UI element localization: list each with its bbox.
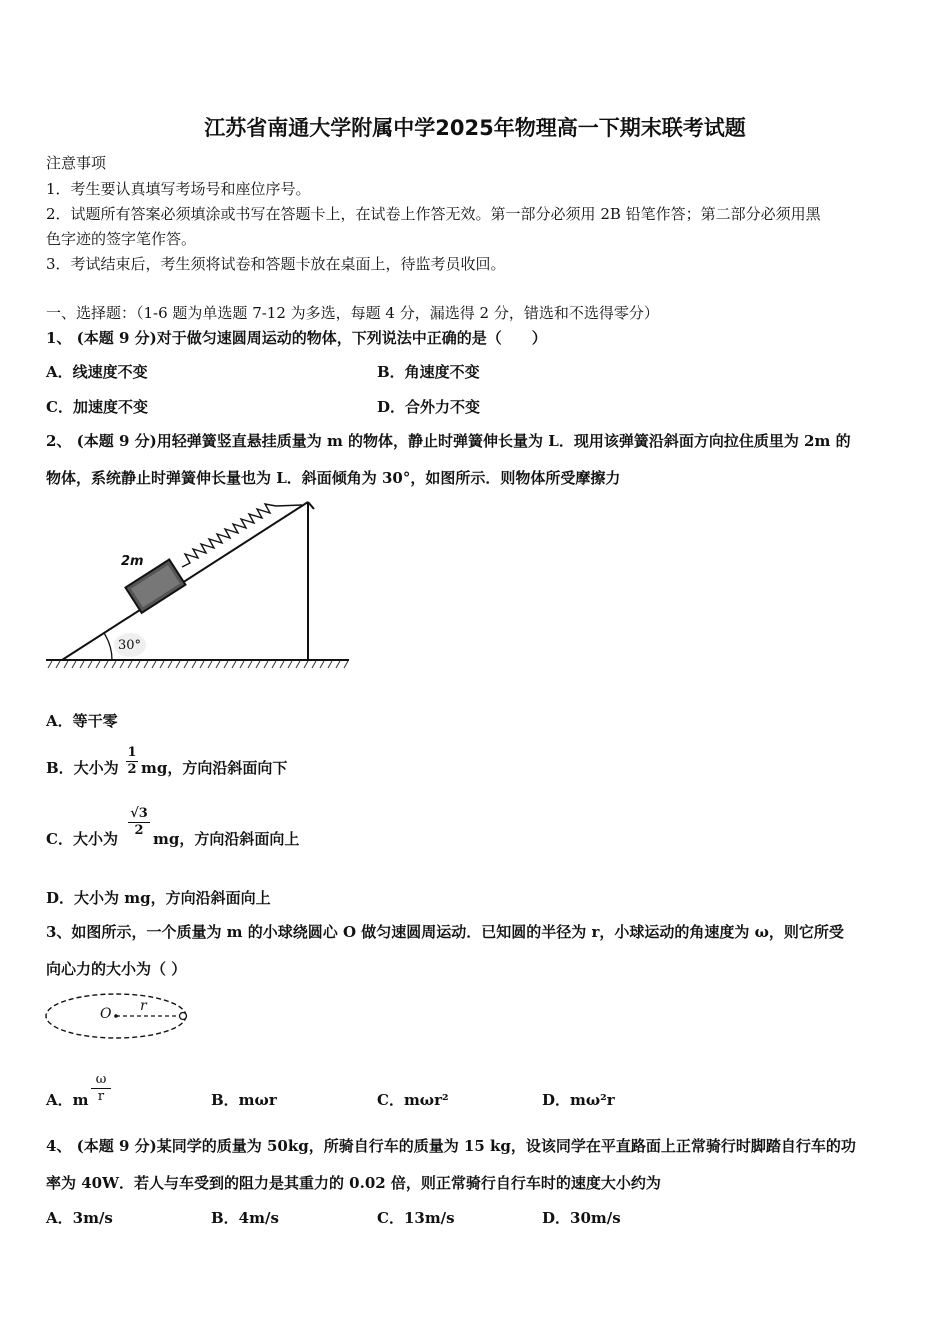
q3-option-b: B．mωr: [211, 1091, 277, 1109]
q2-option-b-fraction: [126, 745, 138, 778]
q3-stem-cont: 向心力的大小为（ ）: [46, 960, 187, 978]
q4-option-c: C．13m/s: [377, 1209, 455, 1227]
q1-option-a: A．线速度不变: [46, 363, 148, 381]
fraction-numerator: ω: [95, 1072, 107, 1087]
circle-figure: [44, 990, 194, 1042]
notice-item-2: 2．试题所有答案必须填涂或书写在答题卡上，在试卷上作答无效。第一部分必须用 2B 铅笔作答；第二部分必须用黑: [46, 205, 821, 223]
q4-option-a: A．3m/s: [46, 1209, 113, 1227]
fraction-denominator: 2: [127, 762, 137, 777]
q2-stem-cont: 物体，系统静止时弹簧伸长量也为 L．斜面倾角为 30°，如图所示．则物体所受摩擦力: [46, 469, 621, 487]
q3-option-a-prefix: A．m: [46, 1091, 89, 1109]
ball: [180, 1013, 187, 1020]
fig-center-label: O: [100, 1006, 112, 1022]
q1-option-c: C．加速度不变: [46, 398, 148, 416]
fraction-denominator: r: [97, 1089, 105, 1104]
q2-option-b-prefix: B．大小为: [46, 759, 119, 777]
q2-option-c-suffix: mg，方向沿斜面向上: [153, 830, 300, 848]
fig-radius-label: r: [140, 998, 147, 1014]
q2-option-d: D．大小为 mg，方向沿斜面向上: [46, 889, 271, 907]
q3-option-a-fraction: [91, 1072, 111, 1105]
q2-option-b-suffix: mg，方向沿斜面向下: [141, 759, 288, 777]
fig-mass-label: 2m: [121, 554, 144, 569]
q4-stem: 4、 (本题 9 分)某同学的质量为 50kg，所骑自行车的质量为 15 kg，设该同学在平直路面上正常骑行时脚踏自行车的功: [46, 1137, 856, 1155]
fraction-numerator: √3: [130, 806, 148, 821]
q4-option-b: B．4m/s: [211, 1209, 279, 1227]
angle-arc: [104, 633, 112, 660]
q4-option-d: D．30m/s: [542, 1209, 621, 1227]
notice-heading: 注意事项: [46, 154, 107, 172]
q3-option-d: D．mω²r: [542, 1091, 615, 1109]
q4-stem-cont: 率为 40W．若人与车受到的阻力是其重力的 0.02 倍，则正常骑行自行车时的速度大小约为: [46, 1174, 661, 1192]
q3-stem: 3、如图所示，一个质量为 m 的小球绕圆心 O 做匀速圆周运动．已知圆的半径为 r，小球运动的角速度为 ω，则它所受: [46, 923, 844, 941]
center-point: [114, 1014, 118, 1018]
q2-stem: 2、 (本题 9 分)用轻弹簧竖直悬挂质量为 m 的物体，静止时弹簧伸长量为 L．现用该弹簧沿斜面方向拉住质里为 2m 的: [46, 432, 851, 450]
q1-option-b: B．角速度不变: [377, 363, 480, 381]
incline-figure: [44, 495, 354, 675]
fig-angle-label: 30°: [118, 638, 142, 653]
spring: [182, 504, 302, 567]
q1-option-d: D．合外力不变: [377, 398, 481, 416]
page-title: 江苏省南通大学附属中学2025年物理高一下期末联考试题: [204, 116, 746, 140]
fraction-numerator: 1: [127, 745, 137, 760]
notice-item-1: 1．考生要认真填写考场号和座位序号。: [46, 180, 311, 198]
notice-item-2-cont: 色字迹的签字笔作答。: [46, 230, 197, 248]
q3-option-c: C．mωr²: [377, 1091, 449, 1109]
section-heading: 一、选择题：（1-6 题为单选题 7-12 为多选，每题 4 分，漏选得 2 分，错选和不选得零分）: [46, 304, 659, 322]
q1-stem: 1、 (本题 9 分)对于做匀速圆周运动的物体，下列说法中正确的是（ ）: [46, 329, 547, 347]
fraction-denominator: 2: [134, 823, 144, 838]
ground-hatching: [48, 661, 348, 668]
incline-surface: [62, 502, 308, 660]
q2-option-a: A．等干零: [46, 712, 118, 730]
q2-option-c-prefix: C．大小为: [46, 830, 118, 848]
notice-item-3: 3．考试结束后，考生须将试卷和答题卡放在桌面上，待监考员收回。: [46, 255, 506, 273]
q2-option-c-fraction: [128, 806, 150, 839]
